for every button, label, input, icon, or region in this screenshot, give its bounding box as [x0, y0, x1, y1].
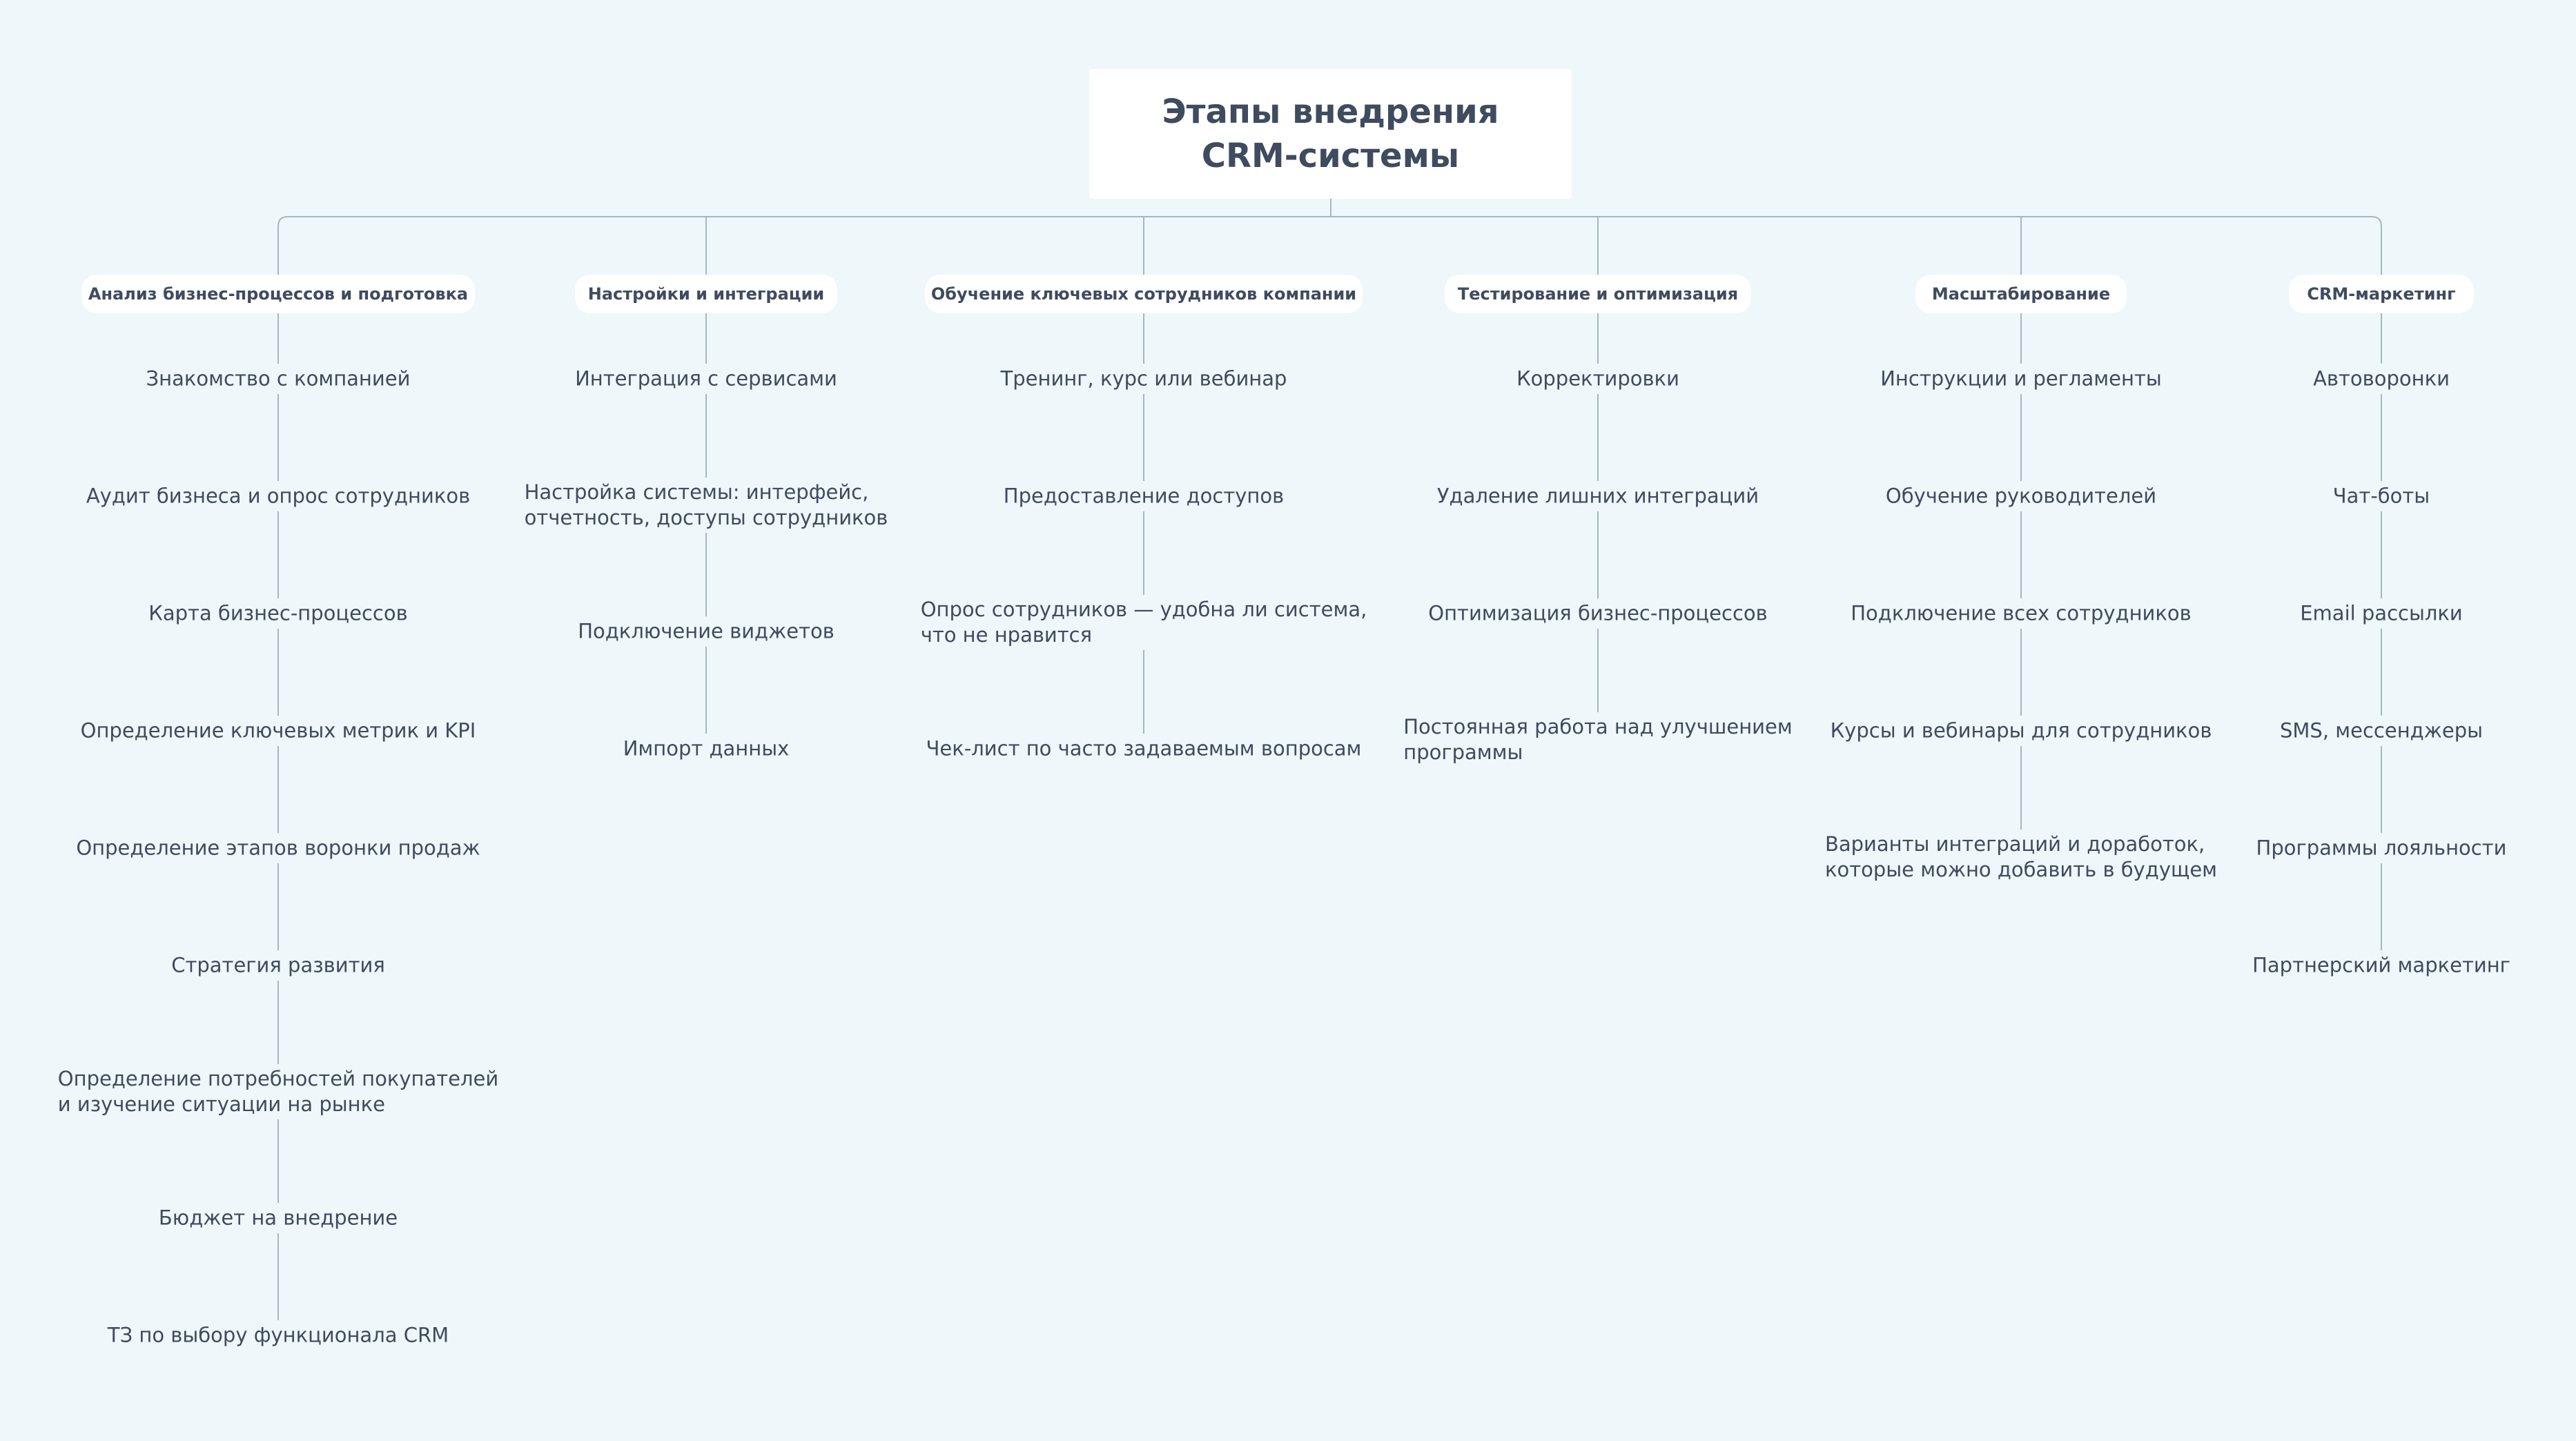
subtopic-text-line: Email рассылки: [2300, 601, 2463, 625]
subtopic-node[interactable]: [76, 836, 480, 861]
subtopic-node[interactable]: [1437, 484, 1759, 509]
category-title: Масштабирование: [1931, 284, 2111, 304]
subtopic-text-line: Стратегия развития: [171, 953, 385, 977]
subtopic-node[interactable]: [2333, 484, 2430, 509]
subtopic-text-line: Удаление лишних интеграций: [1436, 484, 1759, 508]
subtopic-text-line: Корректировки: [1516, 366, 1679, 391]
subtopic-text-line: SMS, мессенджеры: [2279, 718, 2484, 743]
subtopic-text-line: программы: [1403, 741, 1523, 764]
subtopic-node[interactable]: [1428, 601, 1767, 627]
root-topic[interactable]: [1089, 69, 1572, 199]
category-title: Тестирование и оптимизация: [1457, 284, 1739, 304]
subtopic-text-line: Определение этапов воронки продаж: [76, 836, 480, 860]
subtopic-text-line: Подключение всех сотрудников: [1851, 601, 2192, 625]
subtopic-text-line: Аудит бизнеса и опрос сотрудников: [86, 484, 471, 508]
hub-line: [278, 217, 2381, 275]
subtopic-text-line: Подключение виджетов: [578, 619, 835, 643]
subtopic-node[interactable]: [1880, 366, 2162, 392]
category-topic[interactable]: [925, 275, 1363, 313]
subtopic-text-line: Партнерский маркетинг: [2252, 953, 2510, 977]
subtopic-node[interactable]: [623, 736, 790, 762]
subtopic-node[interactable]: [2300, 601, 2463, 627]
category-title: CRM-маркетинг: [2307, 284, 2456, 304]
subtopic-text-line: Чат-боты: [2332, 484, 2430, 508]
subtopic-text-line: Обучение руководителей: [1885, 484, 2157, 508]
subtopic-text-line: которые можно добавить в будущем: [1824, 858, 2218, 881]
subtopic-node[interactable]: [2280, 718, 2483, 744]
category-topic[interactable]: [1915, 275, 2127, 313]
subtopic-text-line: Бюджет на внедрение: [158, 1206, 398, 1230]
subtopic-text-line: Чек-лист по часто задаваемым вопросам: [926, 736, 1362, 761]
category-topic[interactable]: [1445, 275, 1751, 313]
subtopic-node[interactable]: [108, 1323, 449, 1349]
subtopic-text-line: Оптимизация бизнес-процессов: [1428, 601, 1768, 625]
subtopic-node[interactable]: [1001, 366, 1287, 392]
subtopic-text-line: что не нравится: [920, 623, 1093, 647]
subtopic-node[interactable]: [146, 366, 411, 392]
subtopic-text-line: Автоворонки: [2313, 366, 2450, 391]
subtopic-text-line: Знакомство с компанией: [146, 366, 411, 391]
subtopic-text-line: Курсы и вебинары для сотрудников: [1830, 718, 2212, 743]
subtopic-text-line: Определение ключевых метрик и KPI: [80, 718, 476, 743]
subtopic-text-line: Импорт данных: [623, 736, 790, 761]
subtopic-node[interactable]: [1825, 832, 2217, 883]
subtopic-node[interactable]: [2256, 836, 2507, 861]
subtopic-text-line: Постоянная работа над улучшением: [1403, 715, 1793, 738]
category-title: Обучение ключевых сотрудников компании: [930, 284, 1357, 304]
subtopic-node[interactable]: [1403, 714, 1793, 765]
subtopic-node[interactable]: [1004, 484, 1284, 509]
subtopic-node[interactable]: [81, 718, 476, 744]
subtopic-text-line: Варианты интеграций и доработок,: [1824, 832, 2205, 856]
subtopic-node[interactable]: [148, 601, 407, 627]
subtopic-text-line: Предоставление доступов: [1003, 484, 1285, 508]
subtopic-node[interactable]: [86, 484, 470, 509]
subtopic-text-line: Опрос сотрудников — удобна ли система,: [920, 598, 1367, 621]
subtopic-text-line: ТЗ по выбору функционала CRM: [107, 1323, 449, 1347]
subtopic-text-line: Определение потребностей покупателей: [57, 1067, 499, 1090]
subtopic-text-line: Тренинг, курс или вебинар: [1000, 366, 1287, 391]
subtopic-text-line: Программы лояльности: [2256, 836, 2507, 860]
subtopic-node[interactable]: [525, 480, 888, 531]
subtopic-text-line: и изучение ситуации на рынке: [57, 1092, 385, 1116]
subtopic-text-line: отчетность, доступы сотрудников: [524, 506, 888, 529]
subtopic-text-line: Карта бизнес-процессов: [148, 601, 408, 625]
subtopic-text-line: Инструкции и регламенты: [1880, 366, 2162, 391]
subtopic-text-line: Настройка системы: интерфейс,: [524, 480, 869, 504]
subtopic-node[interactable]: [926, 736, 1362, 762]
subtopic-node[interactable]: [921, 597, 1367, 648]
category-topic[interactable]: [81, 275, 475, 313]
category-topic[interactable]: [2289, 275, 2474, 313]
subtopic-text-line: Интеграция с сервисами: [575, 366, 837, 391]
category-topic[interactable]: [575, 275, 837, 313]
subtopic-node[interactable]: [1831, 718, 2212, 744]
subtopic-node[interactable]: [1516, 366, 1679, 392]
subtopic-node[interactable]: [1851, 601, 2192, 627]
subtopic-node[interactable]: [1886, 484, 2156, 509]
category-title: Анализ бизнес-процессов и подготовка: [88, 284, 469, 304]
category-title: Настройки и интеграции: [587, 284, 825, 304]
subtopic-node[interactable]: [159, 1206, 398, 1231]
subtopic-node[interactable]: [578, 619, 835, 645]
root-title: Этапы внедрения CRM-системы: [1162, 92, 1499, 175]
subtopic-node[interactable]: [171, 953, 385, 979]
subtopic-node[interactable]: [58, 1066, 498, 1117]
subtopic-node[interactable]: [2252, 953, 2510, 979]
subtopic-node[interactable]: [2313, 366, 2450, 392]
subtopic-node[interactable]: [575, 366, 837, 392]
